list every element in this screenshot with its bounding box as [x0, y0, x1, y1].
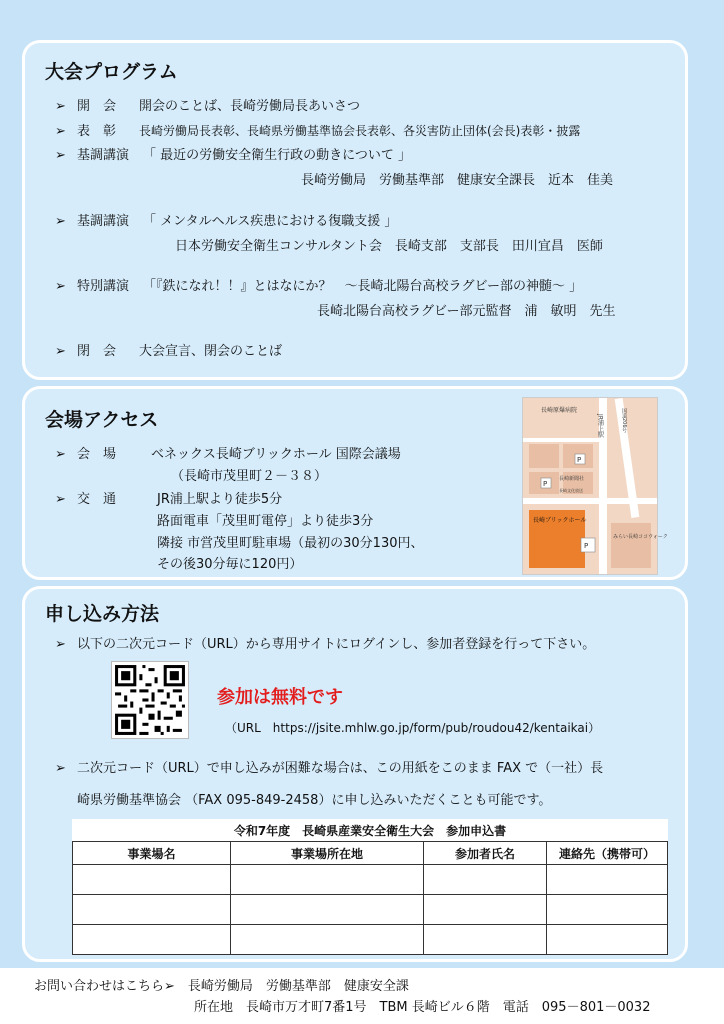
arrow-icon: ➢: [55, 492, 66, 507]
form-cell-workplace-address[interactable]: [231, 895, 424, 925]
program-item-special: ➢ 特別講演 「『鉄になれ！！』とはなにか？ ～長崎北陽台高校ラグビー部の神髄～ 」: [55, 279, 583, 294]
map-parking-1: P: [577, 456, 582, 464]
arrow-icon: ➢: [55, 214, 66, 229]
apply-url[interactable]: （URL https://jsite.mhlw.go.jp/form/pub/roudou42/kentaikai）: [225, 721, 601, 735]
footer-address: 所在地 長崎市万才町7番1号 TBM 長崎ビル６階 電話 095－801－0032: [194, 1000, 651, 1015]
map-nbc-label: 長崎文化放送: [559, 488, 583, 493]
apply-instruction: ➢ 以下の二次元コード（URL）から専用サイトにログインし、参加者登録を行って下さい。: [55, 637, 596, 652]
form-cell-workplace-name[interactable]: [73, 865, 231, 895]
transit-parking-fee: その後30分毎に120円）: [157, 557, 303, 572]
form-cell-workplace-name[interactable]: [73, 895, 231, 925]
form-cell-contact[interactable]: [547, 865, 668, 895]
venue-map: [522, 397, 668, 575]
transit-line: ➢ 交 通 JR浦上駅より徒歩5分: [55, 492, 283, 507]
program-speaker-2: 日本労働安全衛生コンサルタント会 長崎支部 支部長 田川宜昌 医師: [175, 239, 603, 254]
form-row: [73, 925, 668, 955]
map-hospital-label: 長崎原爆病院: [541, 407, 578, 414]
header-workplace-name: 事業場名: [73, 842, 231, 865]
arrow-icon: ➢: [55, 637, 66, 652]
footer-contact: お問い合わせはこちら➢ 長崎労働局 労働基準部 健康安全課: [34, 979, 409, 994]
application-form-table: [72, 819, 668, 955]
venue-line: ➢ 会 場 ベネックス長崎ブリックホール 国際会議場: [55, 447, 401, 462]
map-graphic: [523, 398, 668, 574]
fax-instruction-2: 崎県労働基準協会 （FAX 095-849-2458）に申し込みいただくことも可能です。: [77, 793, 552, 808]
fax-instruction-1: ➢ 二次元コード（URL）で申し込みが困難な場合は、この用紙をこのまま FAX で（一社）長: [55, 761, 604, 776]
access-panel: [22, 386, 688, 580]
form-cell-workplace-address[interactable]: [231, 925, 424, 955]
arrow-icon: ➢: [55, 344, 66, 359]
arrow-icon: ➢: [55, 447, 66, 462]
transit-parking: 隣接 市営茂里町駐車場（最初の30分130円、: [157, 536, 424, 551]
program-item-awards: ➢ 表 彰 長崎労働局長表彰、長崎県労働基準協会長表彰、各災害防止団体(会長)表彰・披露: [55, 124, 581, 139]
form-cell-participant-name[interactable]: [424, 865, 547, 895]
header-participant-name: 参加者氏名: [424, 842, 547, 865]
form-row: [73, 895, 668, 925]
header-workplace-address: 事業場所在地: [231, 842, 424, 865]
map-road-label: 国道206号: [621, 408, 627, 433]
program-title: 大会プログラム: [45, 61, 178, 83]
form-cell-contact[interactable]: [547, 895, 668, 925]
arrow-icon: ➢: [55, 761, 66, 776]
program-panel: [22, 40, 688, 380]
map-mall-label: みらい長崎ココウォーク: [613, 534, 668, 540]
map-parking-2: P: [543, 480, 548, 488]
apply-title: 申し込み方法: [45, 603, 160, 625]
program-item-closing: ➢ 閉 会 大会宣言、閉会のことば: [55, 344, 283, 359]
header-contact: 連絡先（携帯可）: [547, 842, 668, 865]
form-cell-workplace-name[interactable]: [73, 925, 231, 955]
program-item-opening: ➢ 開 会 開会のことば、長崎労働局長あいさつ: [55, 99, 361, 114]
arrow-icon: ➢: [55, 99, 66, 114]
form-cell-contact[interactable]: [547, 925, 668, 955]
arrow-icon: ➢: [55, 148, 66, 163]
arrow-icon: ➢: [55, 279, 66, 294]
qr-code-graphic: [112, 662, 188, 738]
form-row: [73, 865, 668, 895]
map-newspaper-label: 長崎新聞社: [559, 476, 585, 482]
program-item-keynote-1: ➢ 基調講演 「 最近の労働安全衛生行政の動きについて 」: [55, 148, 412, 163]
map-parking-3: P: [584, 542, 589, 550]
form-cell-participant-name[interactable]: [424, 895, 547, 925]
program-speaker-1: 長崎労働局 労働基準部 健康安全課長 近本 佳美: [301, 173, 614, 188]
transit-tram: 路面電車「茂里町電停」より徒歩3分: [157, 514, 374, 529]
apply-panel: [22, 586, 688, 962]
venue-address: （長崎市茂里町２－３８）: [171, 469, 328, 484]
map-station-label: JR浦上駅: [596, 414, 604, 438]
form-title: 令和7年度 長崎県産業安全衛生大会 参加申込書: [73, 819, 668, 842]
free-notice: 参加は無料です: [217, 687, 343, 708]
arrow-icon: ➢: [55, 124, 66, 139]
access-title: 会場アクセス: [45, 409, 159, 431]
map-hall-label: 長崎ブリックホール: [533, 517, 587, 524]
qr-code[interactable]: [111, 661, 189, 739]
form-cell-participant-name[interactable]: [424, 925, 547, 955]
program-speaker-3: 長崎北陽台高校ラグビー部元監督 浦 敏明 先生: [317, 304, 616, 319]
program-item-keynote-2: ➢ 基調講演 「 メンタルヘルス疾患における復職支援 」: [55, 214, 398, 229]
form-cell-workplace-address[interactable]: [231, 865, 424, 895]
